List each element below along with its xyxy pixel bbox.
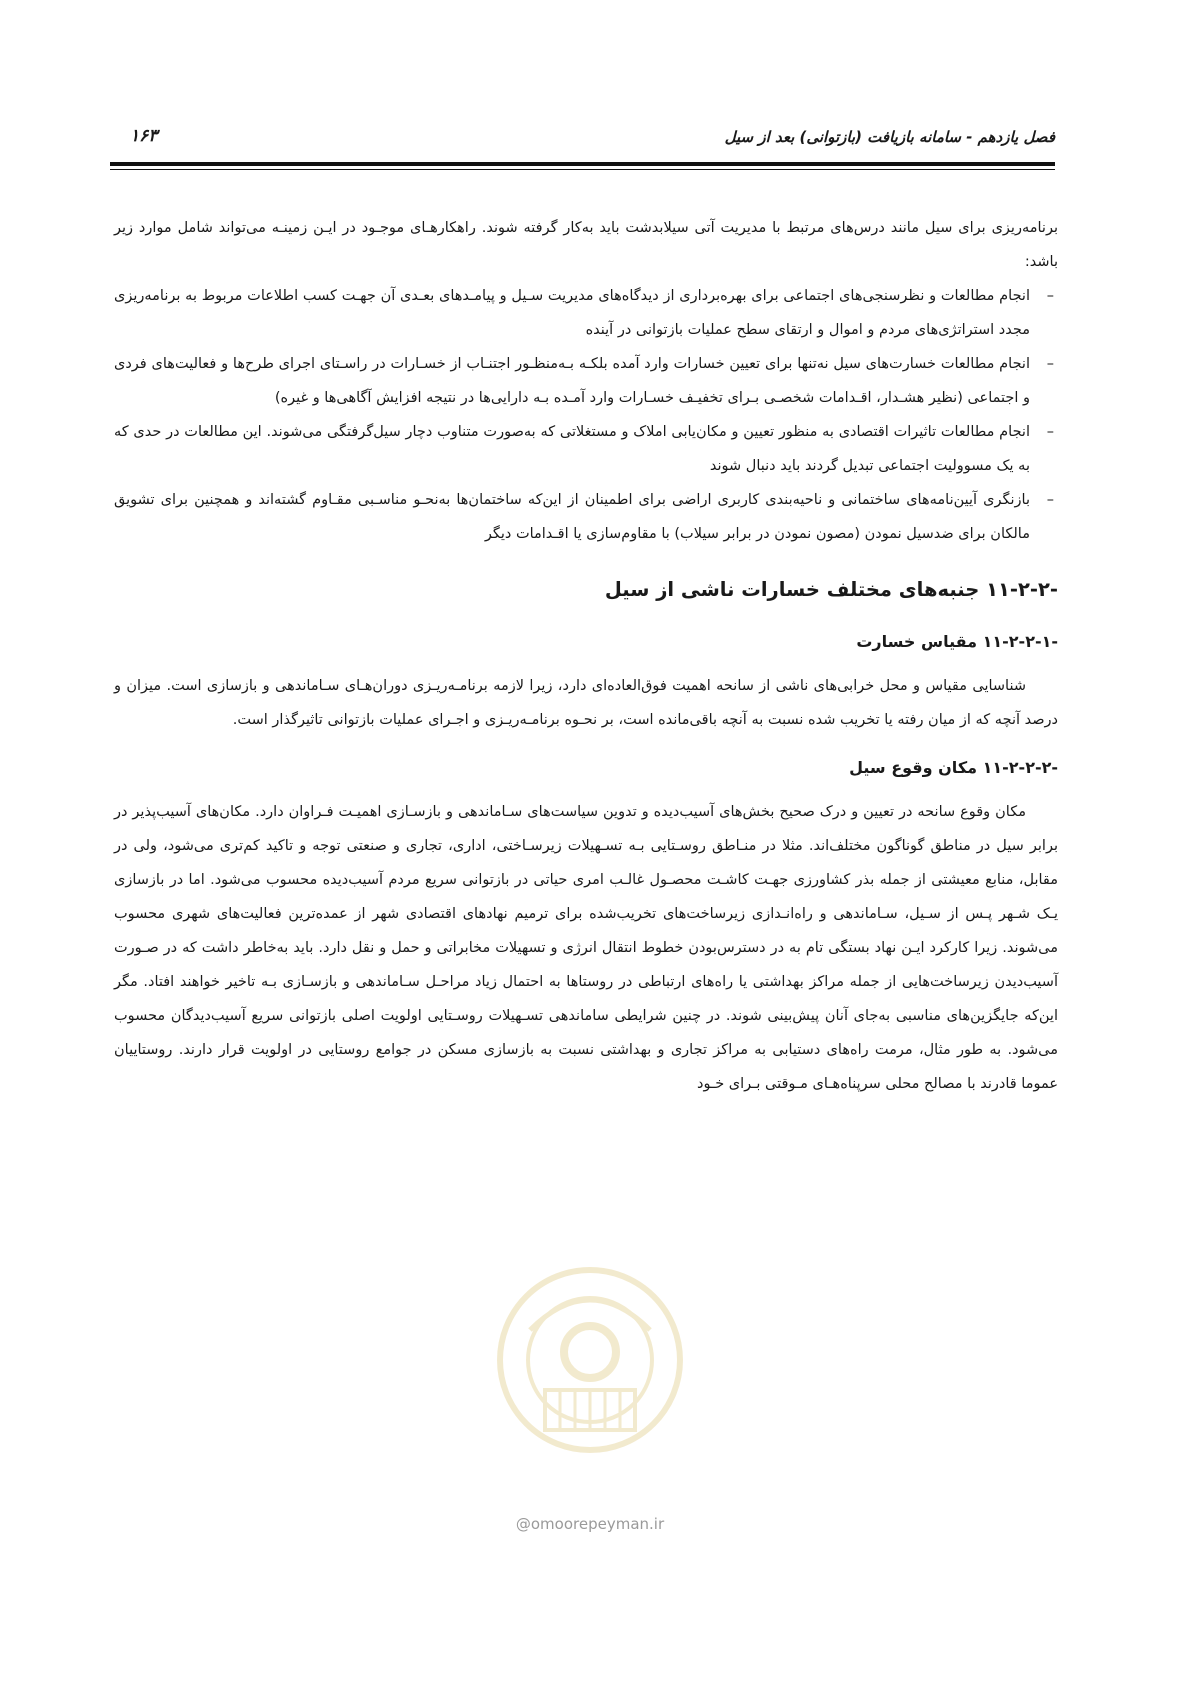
subsection-number: ۱۱-۲-۲-۱- [982,632,1058,651]
watermark-text: @omoorepeyman.ir [515,1515,665,1533]
bullet-item [114,279,1058,347]
page-number: ۱۶۳ [130,126,158,146]
dash-bullet-icon: – [1046,424,1054,440]
bullet-text: انجام مطالعات و نظرسنجی‌های اجتماعی برای بهره‌برداری از دیدگاه‌های مدیریت سـیل و پیامـدهای بعـدی آن جهـت کسب اطلاعات مربوط به برنامه‌ریزی مجدد استراتژی‌های مردم و اموال و ارتقای سطح عملیات بازتوانی در آینده [114,288,1030,338]
section-number: ۱۱-۲-۲- [986,578,1058,601]
page-body [114,211,1058,1101]
chapter-title: فصل یازدهم - سامانه بازیافت (بازتوانی) بعد از سیل [724,128,1055,146]
bullet-text: انجام مطالعات خسارت‌های سیل نه‌تنها برای تعیین خسارات وارد آمده بلکـه بـه‌منظـور اجتنـاب از خسـارات در راسـتای اجرای طرح‌ها و فعالیت‌های فردی و اجتماعی (نظیر هشـدار، اقـدامات شخصـی بـرای تخفیـف خسـارات وارد آمـده بـه دارایی‌ها در نتیجه افزایش آگاهی‌ها و غیره) [114,356,1030,406]
bullet-text: انجام مطالعات تاثیرات اقتصادی به منظور تعیین و مکان‌یابی املاک و مستغلاتی که به‌صورت متناوب دچار سیل‌گرفتگی می‌شوند. این مطالعات در حدی که به یک مسوولیت اجتماعی تبدیل گردند باید دنبال شوند [114,424,1030,474]
subsection-title: مکان وقوع سیل [849,758,978,777]
header-rule-thick [110,162,1055,166]
subsection-1-paragraph: شناسایی مقیاس و محل خرابی‌های ناشی از سانحه اهمیت فوق‌العاده‌ای دارد، زیرا لازمه برنامـه‌ریـزی دوران‌هـای سـاماندهی و بازسازی است. میزان و درصد آنچه که از میان رفته یا تخریب شده نسبت به آنچه باقی‌مانده است، بر نحـوه برنامـه‌ریـزی و اجـرای عملیات بازتوانی تاثیرگذار است. [114,678,1058,728]
section-heading [114,573,1058,607]
page-header [110,125,1055,155]
bullet-item [114,347,1058,415]
intro-paragraph: برنامه‌ریزی برای سیل مانند درس‌های مرتبط با مدیریت آتی سیلابدشت باید به‌کار گرفته شوند. راهکارهـای موجـود در ایـن زمینـه می‌تواند شامل موارد زیر باشد: [114,220,1058,270]
subsection-heading-2 [114,751,1058,785]
subsection-number: ۱۱-۲-۲-۲- [982,758,1058,777]
subsection-2-paragraph: مکان وقوع سانحه در تعیین و درک صحیح بخش‌های آسیب‌دیده و تدوین سیاست‌های سـاماندهی و بازسـازی اهمیـت فـراوان دارد. مکان‌های آسیب‌پذیر در برابر سیل در مناطق گوناگون مختلف‌اند. مثلا در منـاطق روسـتایی بـه تسـهیلات زیرسـاختی، اداری، تجاری و صنعتی توجه و تاکید کم‌تری می‌شود، ولی در مقابل، منابع معیشتی از جمله بذر کشاورزی جهـت کاشـت محصـول غالـب امری حیاتی در بازتوانی سریع مردم آسیب‌دیده محسوب می‌شود. اما در بازسازی یـک شـهر پـس از سـیل، سـاماندهی و راه‌انـدازی زیرساخت‌های تخریب‌شده برای ترمیم نهادهای اقتصادی شهر از عمده‌ترین فعالیت‌های شهری محسوب می‌شوند. زیرا کارکرد ایـن نهاد بستگی تام به در دسترس‌بودن خطوط انتقال انرژی و تسهیلات مخابراتی و حمل و نقل دارد. باید به‌خاطر داشت که در صـورت آسیب‌دیدن زیرساخت‌هایی از جمله مراکز بهداشتی یا راه‌های ارتباطی در روستاها به احتمال زیاد مراحـل سـاماندهی و بازسـازی بـه تاخیر خواهند افتاد. مگر این‌که جایگزین‌های مناسبی به‌جای آنان پیش‌بینی شوند. در چنین شرایطی ساماندهی تسـهیلات روسـتایی اولویت اصلی بازتوانی سریع آسیب‌دیدگان محسوب می‌شود. به طور مثال، مرمت راه‌های دستیابی به مراکز تجاری و بهداشتی نسبت به بازسازی مسکن در جوامع روستایی در اولویت قرار دارند. روستاییان عموما قادرند با مصالح محلی سرپناه‌هـای مـوقتی بـرای خـود [114,804,1058,1092]
bullet-item [114,483,1058,551]
bullet-text: بازنگری آیین‌نامه‌های ساختمانی و ناحیه‌بندی کاربری اراضی برای اطمینان از این‌که ساختمان‌ها به‌نحـو مناسـبی مقـاوم گشته‌اند و همچنین برای تشویق مالکان برای ضدسیل نمودن (مصون نمودن در برابر سیلاب) با مقاوم‌سازی یا اقـدامات دیگر [114,492,1030,542]
watermark-logo-icon [490,1260,690,1460]
bullet-item [114,415,1058,483]
section-title: جنبه‌های مختلف خسارات ناشی از سیل [604,578,980,601]
subsection-heading-1 [114,625,1058,659]
dash-bullet-icon: – [1046,356,1054,372]
subsection-title: مقیاس خسارت [856,632,978,651]
bullet-list [114,279,1058,551]
dash-bullet-icon: – [1046,288,1054,304]
dash-bullet-icon: – [1046,492,1054,508]
header-rule-thin [110,169,1055,170]
